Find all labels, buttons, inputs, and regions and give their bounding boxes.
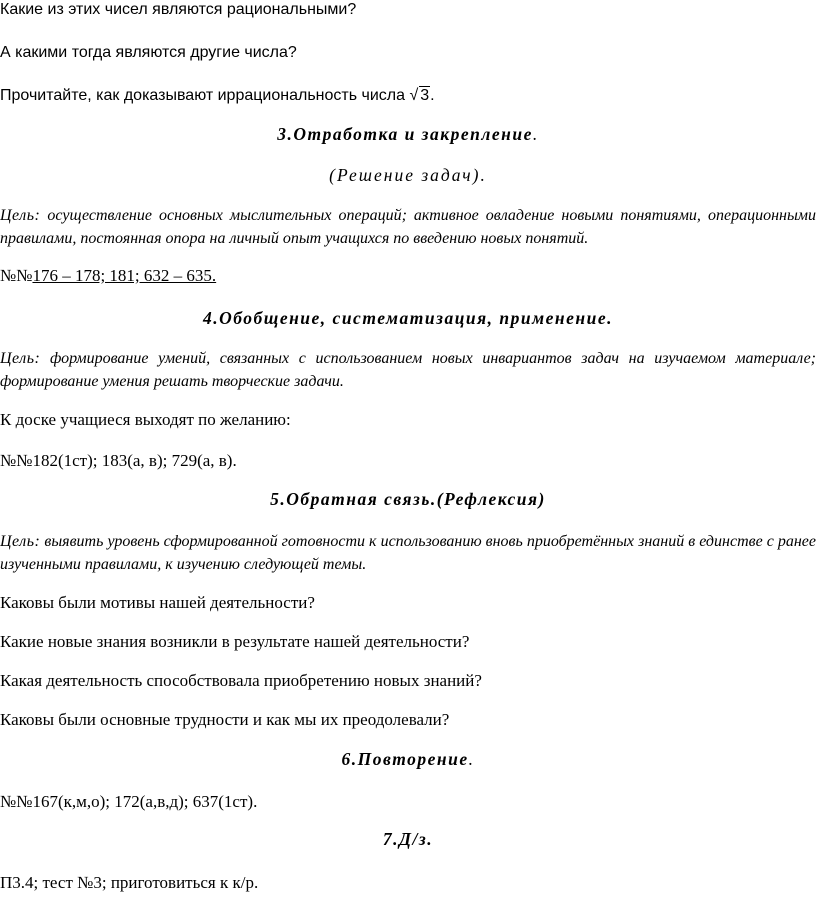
section-4-tasks: №№182(1ст); 183(а, в); 729(а, в).	[0, 451, 237, 470]
reflection-question: Каковы были основные трудности и как мы их преодолевали?	[0, 710, 450, 729]
section-6-title-text: 6.Повторение	[341, 749, 469, 769]
section-3-goal	[0, 204, 816, 250]
question-irrationality-text: Прочитайте, как доказывают иррациональность числа	[0, 87, 410, 104]
section-4-goal-text: формирование умений, связанных с использованием новых инвариантов задач на изучаемом материале; формирование умения решать творческие задачи.	[0, 350, 816, 390]
section-5-goal	[0, 530, 816, 576]
section-6-title	[0, 749, 816, 770]
section-4-goal-label: Цель:	[0, 350, 41, 367]
question-irrationality-period: .	[430, 87, 435, 104]
section-3-title-period: .	[532, 124, 539, 144]
section-4-title: 4.Обобщение, систематизация, применение.	[203, 308, 613, 328]
reflection-question: Какие новые знания возникли в результате нашей деятельности?	[0, 632, 470, 651]
section-3-tasks-numbers: 176 – 178; 181; 632 – 635.	[32, 266, 217, 285]
homework: П3.4; тест №3; приготовиться к к/р.	[0, 873, 259, 892]
radicand: 3	[420, 87, 430, 104]
question-other-numbers: А какими тогда являются другие числа?	[0, 44, 297, 61]
section-3-goal-text: осуществление основных мыслительных операций; активное овладение новыми понятиями, операционными правилами, постоянная опора на личный опыт учащихся по введению новых понятий.	[0, 207, 816, 247]
section-3-title-text: 3.Отработка и закрепление	[277, 124, 533, 144]
question-rational: Какие из этих чисел являются рациональными?	[0, 1, 357, 18]
section-6-tasks: №№167(к,м,о); 172(а,в,д); 637(1ст).	[0, 792, 258, 811]
radical-sign: √	[409, 87, 419, 104]
section-3-goal-label: Цель:	[0, 207, 41, 224]
section-7-title: 7.Д/з.	[382, 829, 434, 849]
section-3-title	[0, 124, 816, 145]
section-3-tasks-prefix: №№	[0, 266, 33, 285]
section-3-subtitle-period: .	[480, 165, 487, 185]
section-4-note: К доске учащиеся выходят по желанию:	[0, 410, 291, 429]
section-4-goal	[0, 347, 816, 393]
reflection-question: Каковы были мотивы нашей деятельности?	[0, 593, 315, 612]
section-5-goal-label: Цель:	[0, 533, 41, 550]
section-3-subtitle	[0, 165, 816, 186]
section-3-subtitle-text: (Решение задач)	[329, 165, 481, 185]
sqrt-3-expression	[409, 86, 430, 105]
section-5-title: 5.Обратная связь.(Рефлексия)	[270, 489, 546, 509]
section-6-title-period: .	[468, 749, 475, 769]
section-3-tasks	[0, 266, 216, 286]
reflection-question: Какая деятельность способствовала приобретению новых знаний?	[0, 671, 482, 690]
section-5-goal-text: выявить уровень сформированной готовности к использованию вновь приобретённых знаний в единстве с ранее изученными правилами, к изучению следующей темы.	[0, 533, 816, 573]
question-irrationality	[0, 86, 435, 105]
